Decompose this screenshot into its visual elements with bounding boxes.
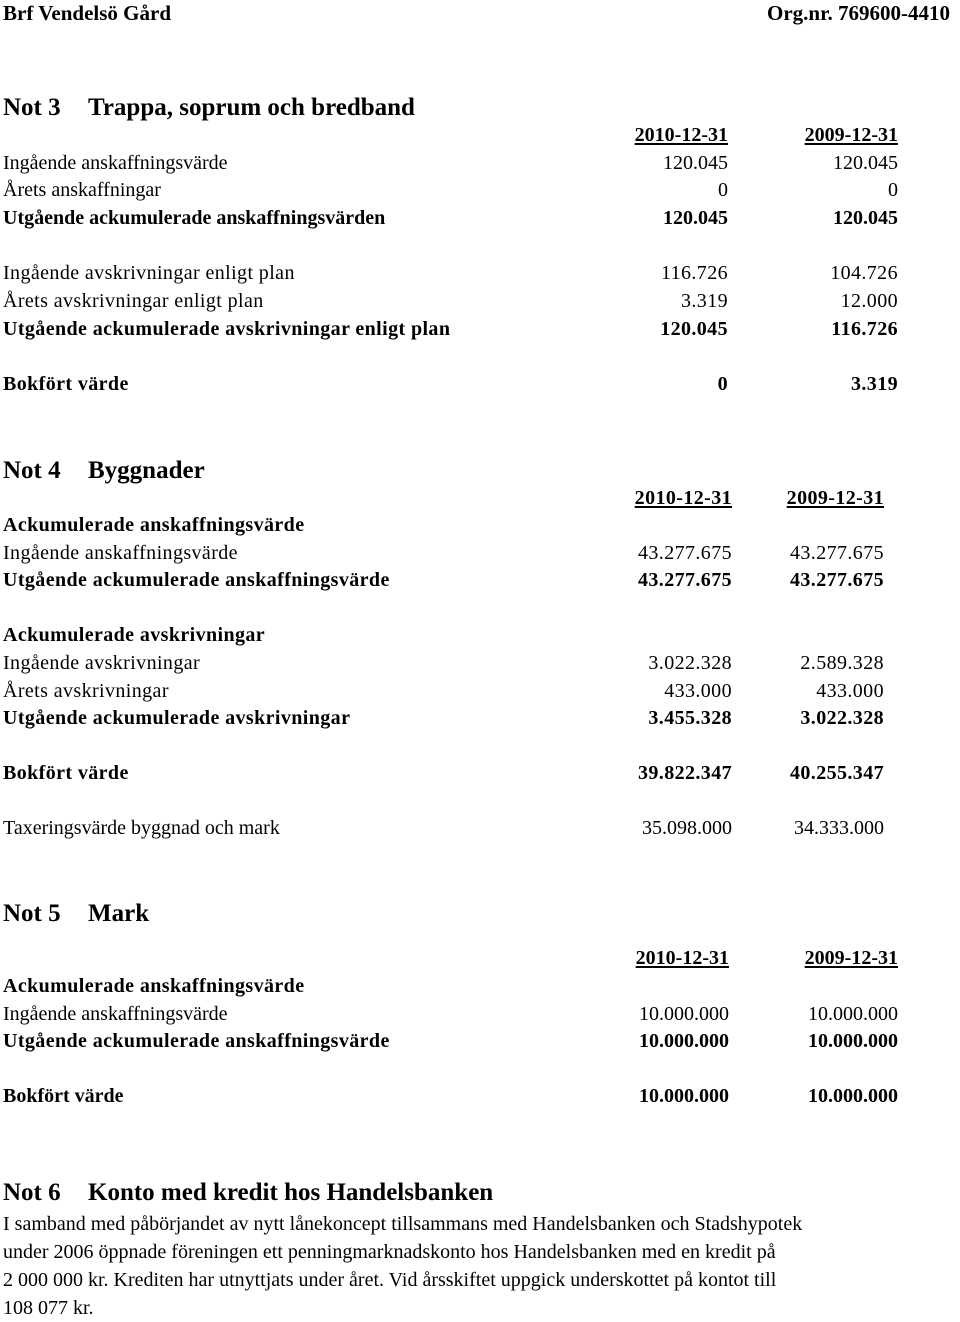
- row-value-2010: 43.277.675: [638, 569, 732, 591]
- row-value-2009: 120.045: [833, 152, 898, 174]
- note-6-paragraph: [3, 1210, 958, 1322]
- book-value-2009: 10.000.000: [808, 1085, 898, 1107]
- row-value-2009: 120.045: [833, 207, 898, 229]
- row-value-2009: 433.000: [816, 680, 884, 702]
- note-5-title: Mark: [88, 900, 150, 927]
- row-value-2009: 43.277.675: [790, 569, 884, 591]
- row-value-2010: 0: [718, 179, 728, 201]
- note-3-number: Not 3: [3, 94, 61, 121]
- book-value-label: Bokfört värde: [3, 373, 129, 395]
- company-name: Brf Vendelsö Gård: [3, 1, 172, 25]
- section-heading: Ackumulerade avskrivningar: [3, 624, 266, 646]
- row-value-2010: 3.319: [681, 290, 728, 312]
- row-label: Årets avskrivningar enligt plan: [3, 290, 264, 312]
- row-value-2009: 0: [888, 179, 898, 201]
- note-6-title: Konto med kredit hos Handelsbanken: [88, 1179, 494, 1206]
- row-value-2009: 10.000.000: [808, 1003, 898, 1025]
- book-value-2010: 0: [717, 373, 728, 395]
- row-value-2009: 104.726: [830, 262, 898, 284]
- row-value-2009: 43.277.675: [790, 542, 884, 564]
- tax-value-2009: 34.333.000: [794, 817, 884, 839]
- section-heading: Ackumulerade anskaffningsvärde: [3, 975, 305, 997]
- row-value-2010: 120.045: [660, 318, 728, 340]
- paragraph-line: 2 000 000 kr. Krediten har utnyttjats under året. Vid årsskiftet uppgick underskottet på kontot till: [3, 1269, 777, 1291]
- row-value-2009: 116.726: [831, 318, 898, 340]
- row-label: Utgående ackumulerade anskaffningsvärde: [3, 569, 390, 591]
- book-value-label: Bokfört värde: [3, 1085, 124, 1107]
- row-value-2010: 433.000: [664, 680, 732, 702]
- note-3-title: Trappa, soprum och bredband: [88, 94, 415, 121]
- row-value-2009: 2.589.328: [800, 652, 884, 674]
- row-value-2010: 120.045: [663, 207, 728, 229]
- row-label: Utgående ackumulerade avskrivningar: [3, 707, 351, 729]
- paragraph-line: under 2006 öppnade föreningen ett penningmarknadskonto hos Handelsbanken med en kredit på: [3, 1241, 776, 1263]
- paragraph-line: I samband med påbörjandet av nytt lånekoncept tillsammans med Handelsbanken och Stadshypotek: [3, 1213, 803, 1235]
- row-value-2010: 3.455.328: [648, 707, 732, 729]
- row-label: Utgående ackumulerade avskrivningar enligt plan: [3, 318, 451, 340]
- column-header-2010: 2010-12-31: [634, 487, 732, 509]
- row-value-2010: 10.000.000: [639, 1003, 729, 1025]
- section-heading: Ackumulerade anskaffningsvärde: [3, 514, 305, 536]
- row-label: Utgående ackumulerade anskaffningsvärde: [3, 1030, 390, 1052]
- row-label: Ingående avskrivningar: [3, 652, 201, 674]
- row-label: Utgående ackumulerade anskaffningsvärden: [3, 207, 386, 229]
- column-header-2010: 2010-12-31: [635, 947, 729, 969]
- row-label: Årets avskrivningar: [3, 680, 169, 702]
- row-label: Ingående anskaffningsvärde: [3, 542, 238, 564]
- note-4-number: Not 4: [3, 457, 61, 484]
- note-6-number: Not 6: [3, 1179, 61, 1206]
- note-5-number: Not 5: [3, 900, 61, 927]
- row-value-2010: 120.045: [663, 152, 728, 174]
- column-header-2009: 2009-12-31: [804, 947, 898, 969]
- book-value-2010: 39.822.347: [638, 762, 732, 784]
- tax-value-label: Taxeringsvärde byggnad och mark: [3, 817, 280, 839]
- column-header-2010: 2010-12-31: [634, 124, 728, 146]
- book-value-2010: 10.000.000: [639, 1085, 729, 1107]
- book-value-2009: 40.255.347: [790, 762, 884, 784]
- org-number: Org.nr. 769600-4410: [767, 1, 950, 25]
- paragraph-line: 108 077 kr.: [3, 1297, 94, 1319]
- row-value-2010: 43.277.675: [638, 542, 732, 564]
- row-value-2009: 3.022.328: [800, 707, 884, 729]
- column-header-2009: 2009-12-31: [804, 124, 898, 146]
- row-value-2010: 116.726: [660, 262, 728, 284]
- row-value-2010: 3.022.328: [648, 652, 732, 674]
- tax-value-2010: 35.098.000: [642, 817, 732, 839]
- row-label: Ingående anskaffningsvärde: [3, 1003, 228, 1025]
- book-value-label: Bokfört värde: [3, 762, 129, 784]
- row-label: Ingående anskaffningsvärde: [3, 152, 228, 174]
- column-header-2009: 2009-12-31: [786, 487, 884, 509]
- row-value-2009: 10.000.000: [808, 1030, 898, 1052]
- row-value-2009: 12.000: [840, 290, 898, 312]
- row-label: Ingående avskrivningar enligt plan: [3, 262, 295, 284]
- row-value-2010: 10.000.000: [639, 1030, 729, 1052]
- row-label: Årets anskaffningar: [3, 179, 161, 201]
- note-4-title: Byggnader: [88, 457, 205, 484]
- book-value-2009: 3.319: [851, 373, 898, 395]
